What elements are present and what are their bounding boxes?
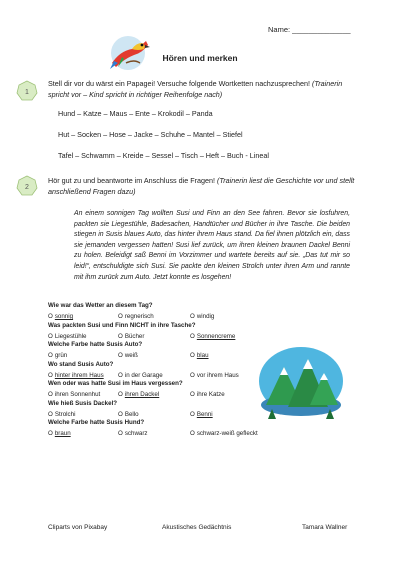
question: Welche Farbe hatte Susis Auto?: [48, 341, 143, 348]
option-label: ihren Sonnenhut: [54, 391, 101, 398]
answer-option[interactable]: [190, 313, 214, 320]
word-chain: Hut – Socken – Hose – Jacke – Schuhe – Mantel – Stiefel: [58, 130, 243, 139]
answer-option[interactable]: [118, 372, 163, 379]
option-label: regnerisch: [124, 313, 154, 320]
option-label: Strolchi: [54, 410, 76, 418]
option-circle-icon[interactable]: O: [190, 371, 195, 379]
option-label: Benni: [196, 410, 213, 418]
option-label: sonnig: [54, 313, 74, 320]
answer-option[interactable]: [190, 372, 239, 379]
answer-option[interactable]: [118, 352, 138, 359]
option-label: weiß: [124, 352, 138, 359]
option-label: grün: [54, 352, 68, 359]
footer-author: Tamara Wallner: [302, 524, 348, 531]
answer-option[interactable]: [48, 333, 86, 340]
option-circle-icon[interactable]: O: [190, 410, 195, 418]
option-label: in der Garage: [124, 371, 163, 379]
word-chain: Hund – Katze – Maus – Ente – Krokodil – Panda: [58, 109, 213, 118]
question: Welche Farbe hatte Susis Hund?: [48, 419, 145, 426]
option-circle-icon[interactable]: O: [190, 332, 195, 340]
question: Wen oder was hatte Susi im Haus vergessen?: [48, 380, 183, 387]
mountain-lake-illustration: [258, 345, 344, 419]
task1-instruction-text: Stell dir vor du wärst ein Papagei! Versuche folgende Wortketten nachzusprechen!: [48, 79, 310, 88]
task1-instruction: [48, 79, 358, 100]
option-label: schwarz-weiß gefleckt: [196, 430, 258, 437]
answer-option[interactable]: [190, 430, 258, 437]
answer-option[interactable]: [48, 372, 104, 379]
option-circle-icon[interactable]: O: [118, 332, 123, 340]
question: Wie hieß Susis Dackel?: [48, 399, 118, 407]
page-title: Hören und merken: [162, 53, 238, 63]
answer-option[interactable]: [190, 333, 235, 340]
option-label: blau: [196, 352, 209, 359]
option-circle-icon[interactable]: O: [118, 410, 123, 418]
answer-option[interactable]: [118, 411, 139, 418]
answer-option[interactable]: [118, 333, 144, 340]
story-text: An einem sonnigen Tag wollten Susi und Finn an den See fahren. Bevor sie losfuhren, packten sie Liegestühle, Badesachen, Handtücher und Bücher in ihre Tasche. Die beiden stiegen in Susis blaues Auto, das hinter ihrem Haus stand. Da fiel ihnen plötzlich ein, dass sie jemanden vergessen hatten! Susi lief zurück, um ihren kleinen braunen Dackel Benni zu holen. Beleidigt saß Benni im Vorzimmer und wartete bereits auf sie. „Das tut mir so leid!“, entschuldigte sich Susi. Sie packte den kleinen Strolch unter ihren Arm und rannte mit ihm zurück zum Auto. Jetzt konnte es losgehen!: [74, 210, 350, 281]
option-circle-icon[interactable]: O: [190, 430, 195, 437]
answer-option[interactable]: [190, 411, 213, 418]
option-label: Sonnencreme: [196, 332, 236, 340]
answer-option[interactable]: [118, 430, 148, 437]
option-label: Bücher: [124, 332, 145, 340]
name-field: Name: ______________: [268, 25, 351, 34]
task2-note: (Trainerin liest die Geschichte vor und stellt anschließend Fragen dazu): [48, 176, 355, 196]
footer-subject: Akustisches Gedächtnis: [162, 524, 232, 531]
option-circle-icon[interactable]: O: [48, 352, 53, 359]
option-circle-icon[interactable]: O: [48, 332, 53, 340]
option-label: ihren Dackel: [124, 391, 160, 398]
option-circle-icon[interactable]: O: [118, 391, 123, 398]
option-label: Liegestühle: [54, 332, 87, 340]
question: Was packten Susi und Finn NICHT in ihre Tasche?: [48, 321, 196, 329]
word-chain-list: [58, 106, 269, 164]
option-label: schwarz: [124, 430, 148, 437]
answer-option[interactable]: [48, 352, 67, 359]
option-circle-icon[interactable]: O: [190, 391, 195, 398]
task1-note: (Trainerin spricht vor – Kind spricht in richtiger Reihenfolge nach): [48, 79, 343, 99]
option-circle-icon[interactable]: O: [48, 430, 53, 437]
answer-option[interactable]: [48, 313, 73, 320]
option-label: ihre Katze: [196, 391, 225, 398]
option-circle-icon[interactable]: O: [48, 313, 53, 320]
option-circle-icon[interactable]: O: [118, 430, 123, 437]
option-circle-icon[interactable]: O: [118, 352, 123, 359]
option-circle-icon[interactable]: O: [190, 352, 195, 359]
task-number-badge: [16, 80, 38, 102]
answer-option[interactable]: [118, 391, 159, 398]
question: Wie war das Wetter an diesem Tag?: [48, 302, 153, 309]
task-number-badge: [16, 175, 38, 197]
answer-option[interactable]: [190, 391, 225, 398]
answer-option[interactable]: [48, 391, 100, 398]
option-circle-icon[interactable]: O: [118, 313, 123, 320]
task-number: 1: [25, 89, 29, 96]
option-label: Bello: [124, 410, 139, 418]
answer-option[interactable]: [190, 352, 209, 359]
option-label: hinter ihrem Haus: [54, 371, 104, 379]
option-circle-icon[interactable]: O: [190, 313, 195, 320]
answer-option[interactable]: [48, 430, 71, 437]
option-label: vor ihrem Haus: [196, 371, 239, 379]
task-number: 2: [25, 184, 29, 191]
task2-instruction: [48, 176, 360, 197]
word-chain: Tafel – Schwamm – Kreide – Sessel – Tisch – Heft – Buch - Lineal: [58, 151, 269, 160]
footer-credit: Cliparts von Pixabay: [48, 524, 108, 531]
option-circle-icon[interactable]: O: [48, 371, 53, 379]
task2-instruction-text: Hör gut zu und beantworte im Anschluss die Fragen!: [48, 176, 215, 185]
answer-option[interactable]: [48, 411, 75, 418]
option-label: braun: [54, 430, 71, 437]
option-circle-icon[interactable]: O: [48, 410, 53, 418]
option-circle-icon[interactable]: O: [48, 391, 53, 398]
option-label: windig: [196, 313, 215, 320]
question: Wo stand Susis Auto?: [48, 360, 114, 368]
option-circle-icon[interactable]: O: [118, 371, 123, 379]
answer-option[interactable]: [118, 313, 154, 320]
